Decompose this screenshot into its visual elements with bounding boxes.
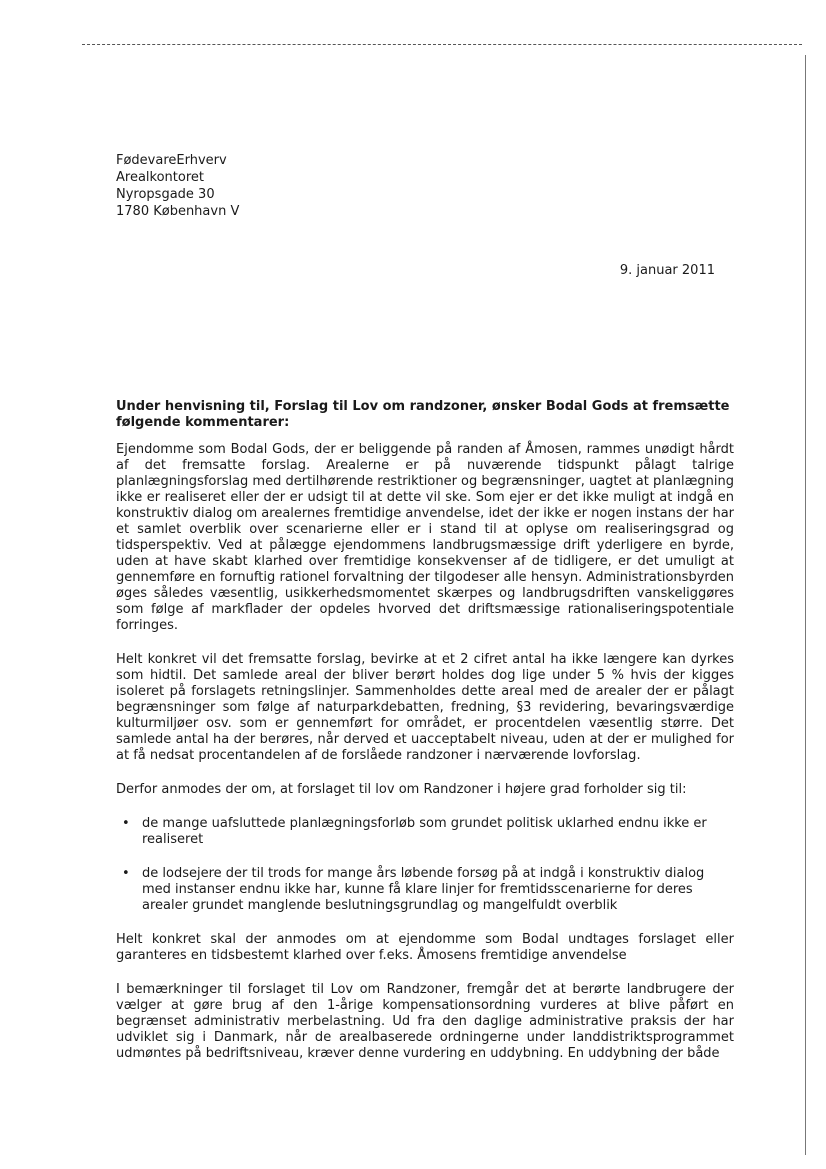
bullet-icon: • — [122, 816, 130, 831]
scan-top-rule — [82, 44, 802, 45]
body-paragraph: Helt konkret vil det fremsatte forslag, bevirke at et 2 cifret antal ha ikke længere kan dyrkes som hidtil. Det samlede areal der bliver berørt holdes dog lige under 5 % hvis der kigges isoleret på forslagets retningslinjer. Sammenholdes dette areal med de arealer der er pålagt begrænsninger som følge af naturparkdebatten, fredning, §3 revidering, bevaringsværdige kulturmiljøer osv. som er gennemført for området, er procentdelen væsentlig større. Det samlede antal ha der berøres, når derved et uacceptabelt niveau, uden at der er mulighed for at få nedsat procentandelen af de forslåede randzoner i nærværende lovforslag. — [116, 652, 734, 763]
letter-heading: Under henvisning til, Forslag til Lov om randzoner, ønsker Bodal Gods at fremsætte følgende kommentarer: — [116, 399, 730, 430]
scan-right-edge — [805, 55, 806, 1155]
bullet-list — [116, 816, 734, 914]
address-line: Arealkontoret — [116, 170, 204, 185]
bullet-text: de mange uafsluttede planlægningsforløb som grundet politisk uklarhed endnu ikke er realiseret — [142, 816, 707, 847]
body-paragraph: Ejendomme som Bodal Gods, der er beliggende på randen af Åmosen, rammes unødigt hårdt af det fremsatte forslag. Arealerne er på nuværende tidspunkt pålagt talrige planlægningsforslag med dertilhørende restriktioner og begrænsninger, uagtet at planlægning ikke er realiseret eller der er udsigt til at dette vil ske. Som ejer er det ikke muligt at indgå en konstruktiv dialog om arealernes fremtidige anvendelse, idet der ikke er nogen instans der har et samlet overblik over scenarierne eller er i stand til at oplyse om realiseringsgrad og tidsperspektiv. Ved at pålægge ejendommens landbrugsmæssige drift yderligere en byrde, uden at have skabt klarhed over fremtidige konsekvenser af de tidligere, er det umuligt at gennemføre en fornuftig rationel forvaltning der tilgodeser alle hensyn. Administrationsbyrden øges således væsentlig, usikkerhedsmomentet skærpes og landbrugsdriften vanskeliggøres som følge af markflader der opdeles hvorved det driftsmæssige rationaliseringspotentiale forringes. — [116, 442, 735, 633]
letter-body — [116, 399, 734, 1080]
bullet-item — [116, 866, 734, 914]
letter-date: 9. januar 2011 — [619, 263, 715, 278]
address-line: Nyropsgade 30 — [116, 187, 215, 202]
bullet-text: de lodsejere der til trods for mange års løbende forsøg på at indgå i konstruktiv dialog med instanser endnu ikke har, kunne få klare linjer for fremtidsscenarierne for deres arealer grundet manglende beslutningsgrundlag og mangelfuldt overblik — [142, 866, 705, 913]
body-paragraph: Helt konkret skal der anmodes om at ejendomme som Bodal undtages forslaget eller garanteres en tidsbestemt klarhed over f.eks. Åmosens fremtidige anvendelse — [116, 932, 734, 963]
body-paragraph: Derfor anmodes der om, at forslaget til lov om Randzoner i højere grad forholder sig til: — [116, 782, 687, 797]
bullet-icon: • — [122, 866, 130, 881]
address-line: FødevareErhverv — [116, 153, 227, 168]
body-paragraph: I bemærkninger til forslaget til Lov om Randzoner, fremgår det at berørte landbrugere der vælger at gøre brug af den 1-årige kompensationsordning vurderes at blive påført en begrænset administrativ merbelastning. Ud fra den daglige administrative praksis der har udviklet sig i Danmark, når de arealbaserede ordningerne under landdistriktsprogrammet udmøntes på bedriftsniveau, kræver denne vurdering en uddybning. En uddybning der både — [116, 982, 734, 1061]
recipient-address — [116, 152, 239, 220]
bullet-item — [116, 816, 734, 848]
address-line: 1780 København V — [116, 204, 240, 219]
